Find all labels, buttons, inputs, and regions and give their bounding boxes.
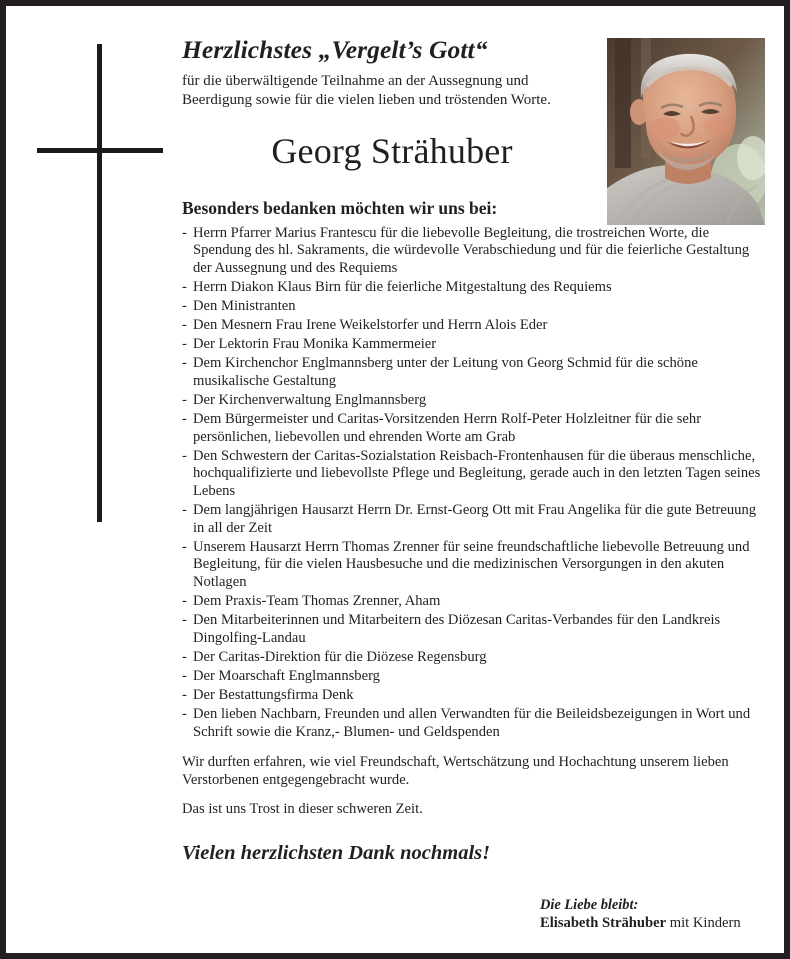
list-item-text: Dem Praxis-Team Thomas Zrenner, Aham [193, 592, 441, 609]
list-item-text: Unserem Hausarzt Herrn Thomas Zrenner für seine freundschaftliche liebevolle Betreuung und Begleitung, für die vielen Hausbesuche und die medizinischen Versorgungen in den akuten Notlagen [193, 538, 750, 590]
final-thanks: Vielen herzlichsten Dank nochmals! [182, 841, 491, 864]
bullet-dash: - [182, 336, 187, 353]
list-item [182, 411, 768, 446]
list-item-text: Den lieben Nachbarn, Freunden und allen Verwandten für die Beileidsbezeigungen in Wort und Schrift sowie die Kranz,- Blumen- und Geldspenden [193, 705, 751, 740]
closing-paragraph-1: Wir durften erfahren, wie viel Freundschaft, Wertschätzung und Hochachtung unserem lieben Verstorbenen entgegengebracht wurde. [182, 754, 729, 788]
bullet-dash: - [182, 501, 187, 518]
notice-content [182, 36, 768, 933]
list-item [182, 298, 768, 316]
thanks-list [182, 225, 768, 742]
list-item-text: Den Ministranten [193, 297, 296, 314]
bullet-dash: - [182, 667, 187, 684]
bullet-dash: - [182, 391, 187, 408]
deceased-name: Georg Strähuber [271, 130, 513, 171]
list-item [182, 706, 768, 741]
list-item-text: Der Moarschaft Englmannsberg [193, 667, 380, 684]
list-item-text: Herrn Pfarrer Marius Frantescu für die liebevolle Begleitung, die trostreichen Worte, die Spendung des hl. Sakraments, die würdevolle Verabschiedung und für die feierliche Gestaltung der Aussegnung und des Requiems [193, 224, 750, 276]
signature-names [540, 914, 768, 933]
list-item [182, 649, 768, 667]
bullet-dash: - [182, 705, 187, 722]
signature-suffix: mit Kindern [666, 915, 741, 932]
list-item [182, 279, 768, 297]
list-item-text: Den Mitarbeiterinnen und Mitarbeitern des Diözesan Caritas-Verbandes für den Landkreis Dingolfing-Landau [193, 611, 721, 646]
cross-vertical-bar [97, 44, 102, 522]
bullet-dash: - [182, 355, 187, 372]
list-item [182, 539, 768, 592]
thanks-section-title: Besonders bedanken möchten wir uns bei: [182, 197, 498, 218]
intro-text: für die überwältigende Teilnahme an der Aussegnung und Beerdigung sowie für die vielen lieben und tröstenden Worte. [182, 72, 551, 108]
christian-cross-icon [33, 44, 173, 524]
list-item-text: Der Bestattungsfirma Denk [193, 686, 354, 703]
cross-horizontal-bar [37, 148, 163, 153]
list-item [182, 448, 768, 501]
bullet-dash: - [182, 316, 187, 333]
bullet-dash: - [182, 611, 187, 628]
list-item-text: Der Kirchenverwaltung Englmannsberg [193, 391, 427, 408]
list-item [182, 355, 768, 390]
list-item [182, 502, 768, 537]
bullet-dash: - [182, 686, 187, 703]
headline: Herzlichstes „Vergelt’s Gott“ [182, 35, 488, 64]
bullet-dash: - [182, 648, 187, 665]
signature-name: Elisabeth Strähuber [540, 915, 667, 932]
list-item-text: Dem Bürgermeister und Caritas-Vorsitzenden Herrn Rolf-Peter Holzleitner für die sehr persönlichen, liebevollen und ehrenden Worte am Grab [193, 410, 702, 445]
list-item [182, 687, 768, 705]
bullet-dash: - [182, 538, 187, 555]
signature-block [182, 896, 768, 933]
bullet-dash: - [182, 447, 187, 464]
list-item-text: Den Mesnern Frau Irene Weikelstorfer und Herrn Alois Eder [193, 316, 548, 333]
list-item [182, 336, 768, 354]
bullet-dash: - [182, 297, 187, 314]
signature-motto: Die Liebe bleibt: [540, 896, 639, 913]
list-item-text: Den Schwestern der Caritas-Sozialstation Reisbach-Frontenhausen für die überaus menschliche, hochqualifizierte und liebevollste Pflege und Begleitung, gerade auch in den letzten Tagen seines Lebens [193, 447, 761, 499]
bullet-dash: - [182, 410, 187, 427]
list-item [182, 317, 768, 335]
list-item [182, 392, 768, 410]
list-item [182, 668, 768, 686]
list-item [182, 612, 768, 647]
bullet-dash: - [182, 278, 187, 295]
list-item [182, 593, 768, 611]
bullet-dash: - [182, 224, 187, 241]
list-item-text: Herrn Diakon Klaus Birn für die feierliche Mitgestaltung des Requiems [193, 278, 612, 295]
bullet-dash: - [182, 592, 187, 609]
list-item-text: Dem Kirchenchor Englmannsberg unter der Leitung von Georg Schmid für die schöne musikalische Gestaltung [193, 355, 698, 389]
list-item [182, 225, 768, 278]
list-item-text: Dem langjährigen Hausarzt Herrn Dr. Ernst-Georg Ott mit Frau Angelika für die gute Betreuung in all der Zeit [193, 501, 757, 536]
list-item-text: Der Lektorin Frau Monika Kammermeier [193, 336, 437, 353]
closing-paragraph-2: Das ist uns Trost in dieser schweren Zeit. [182, 801, 423, 818]
list-item-text: Der Caritas-Direktion für die Diözese Regensburg [193, 648, 487, 665]
